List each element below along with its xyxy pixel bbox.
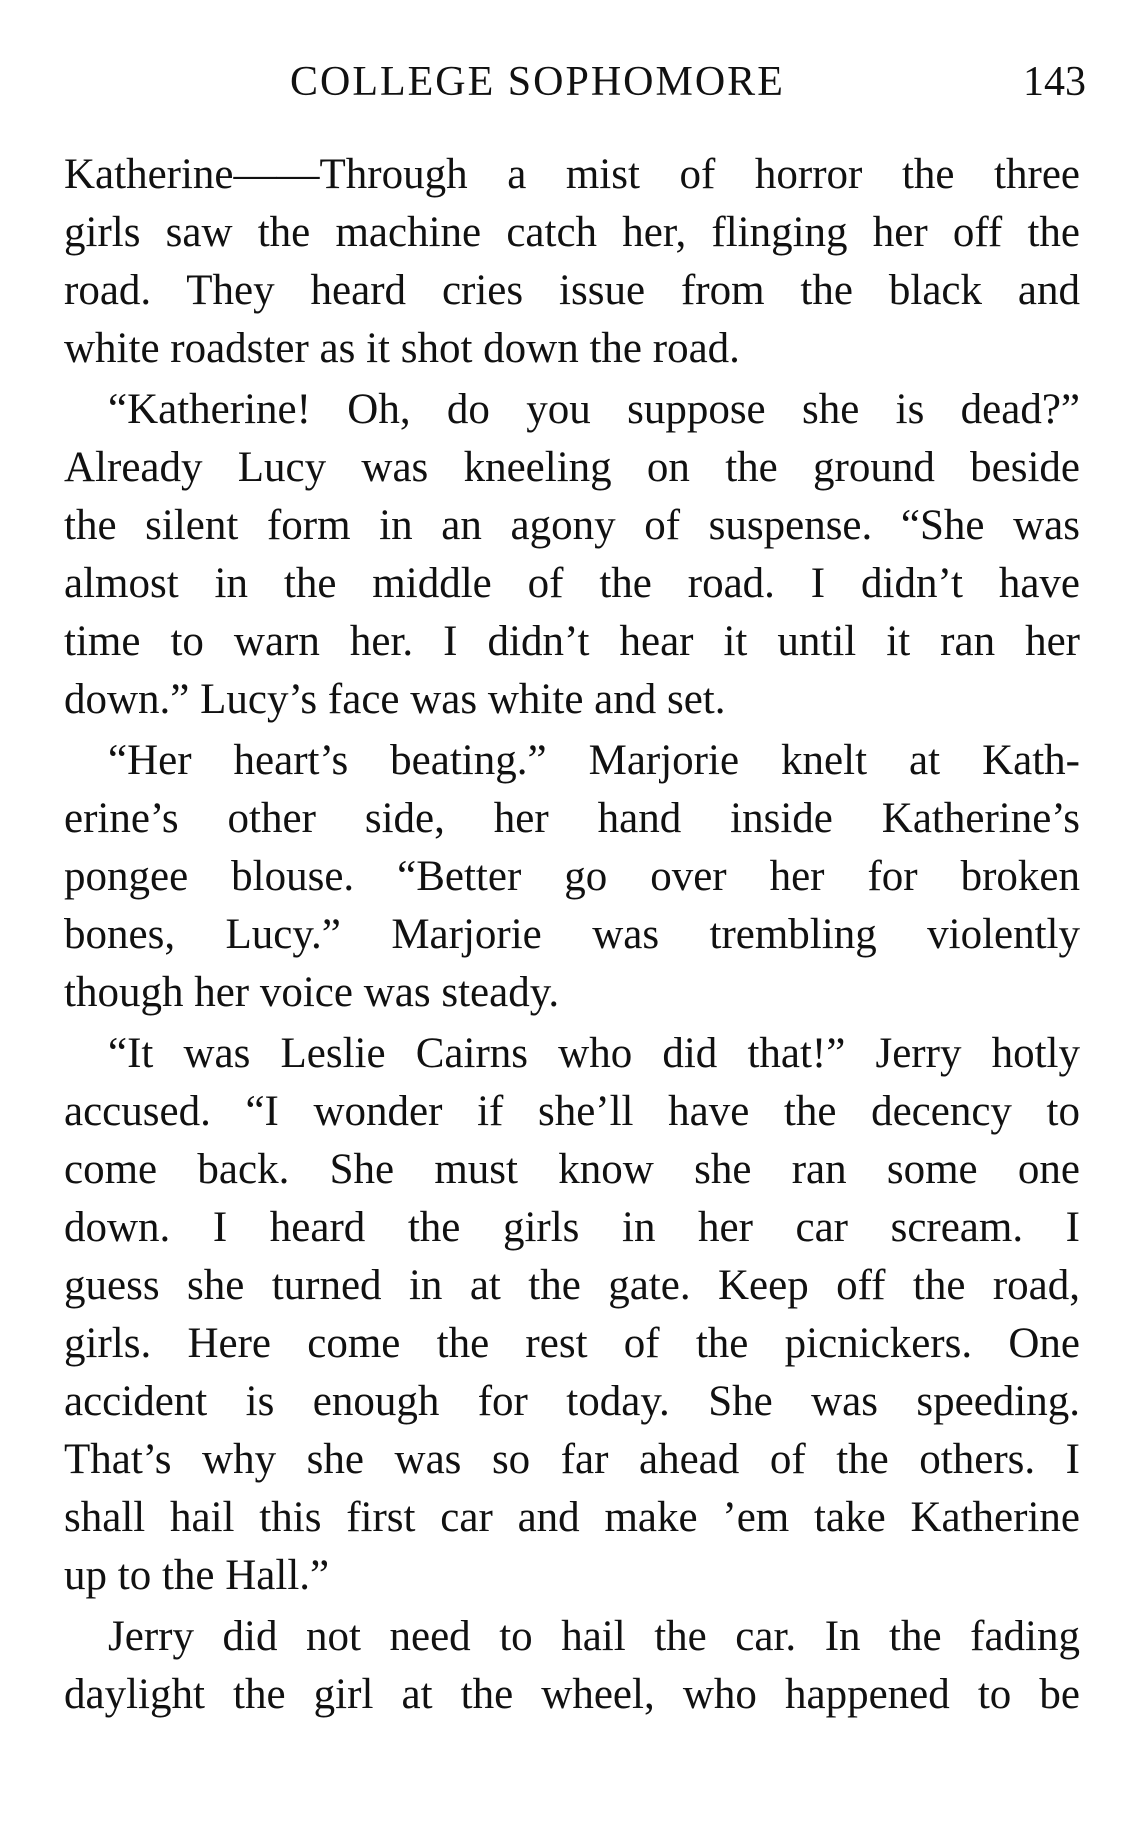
- text-line: white roadster as it shot down the road.: [64, 325, 740, 372]
- paragraph: [64, 146, 1080, 378]
- paragraph: [64, 1025, 1080, 1605]
- text-line: road. They heard cries issue from the black and: [64, 267, 1080, 314]
- text-line: Jerry did not need to hail the car. In the fading: [108, 1613, 1080, 1660]
- text-line: up to the Hall.”: [64, 1552, 330, 1599]
- paragraph: [64, 732, 1080, 1022]
- text-line: “Her heart’s beating.” Marjorie knelt at Kath-: [108, 737, 1080, 784]
- text-line: down.” Lucy’s face was white and set.: [64, 676, 726, 723]
- text-line: erine’s other side, her hand inside Katherine’s: [64, 795, 1080, 842]
- text-line: girls saw the machine catch her, flinging her off the: [64, 209, 1080, 256]
- text-line: That’s why she was so far ahead of the others. I: [64, 1436, 1080, 1483]
- running-head: [0, 54, 1140, 110]
- running-title: COLLEGE SOPHOMORE: [290, 59, 785, 105]
- text-line: bones, Lucy.” Marjorie was trembling violently: [64, 911, 1080, 958]
- text-line: Katherine——Through a mist of horror the three: [64, 151, 1080, 198]
- text-line: though her voice was steady.: [64, 969, 560, 1016]
- text-line: “Katherine! Oh, do you suppose she is dead?”: [108, 386, 1080, 433]
- text-line: “It was Leslie Cairns who did that!” Jerry hotly: [108, 1030, 1080, 1077]
- text-line: down. I heard the girls in her car scream. I: [64, 1204, 1080, 1251]
- text-line: Already Lucy was kneeling on the ground beside: [64, 444, 1080, 491]
- page-number: 143: [1023, 59, 1086, 105]
- text-line: guess she turned in at the gate. Keep off the road,: [64, 1262, 1080, 1309]
- text-line: shall hail this first car and make ’em take Katherine: [64, 1494, 1080, 1541]
- text-line: accident is enough for today. She was speeding.: [64, 1378, 1080, 1425]
- text-line: the silent form in an agony of suspense. “She was: [64, 502, 1080, 549]
- paragraph: [64, 381, 1080, 729]
- text-line: come back. She must know she ran some one: [64, 1146, 1080, 1193]
- text-line: pongee blouse. “Better go over her for broken: [64, 853, 1080, 900]
- text-line: girls. Here come the rest of the picnickers. One: [64, 1320, 1080, 1367]
- text-line: accused. “I wonder if she’ll have the decency to: [64, 1088, 1080, 1135]
- paragraph: [64, 1608, 1080, 1724]
- text-line: daylight the girl at the wheel, who happened to be: [64, 1671, 1080, 1718]
- text-line: almost in the middle of the road. I didn’t have: [64, 560, 1080, 607]
- text-line: time to warn her. I didn’t hear it until it ran her: [64, 618, 1080, 665]
- body-text: [64, 146, 1080, 1724]
